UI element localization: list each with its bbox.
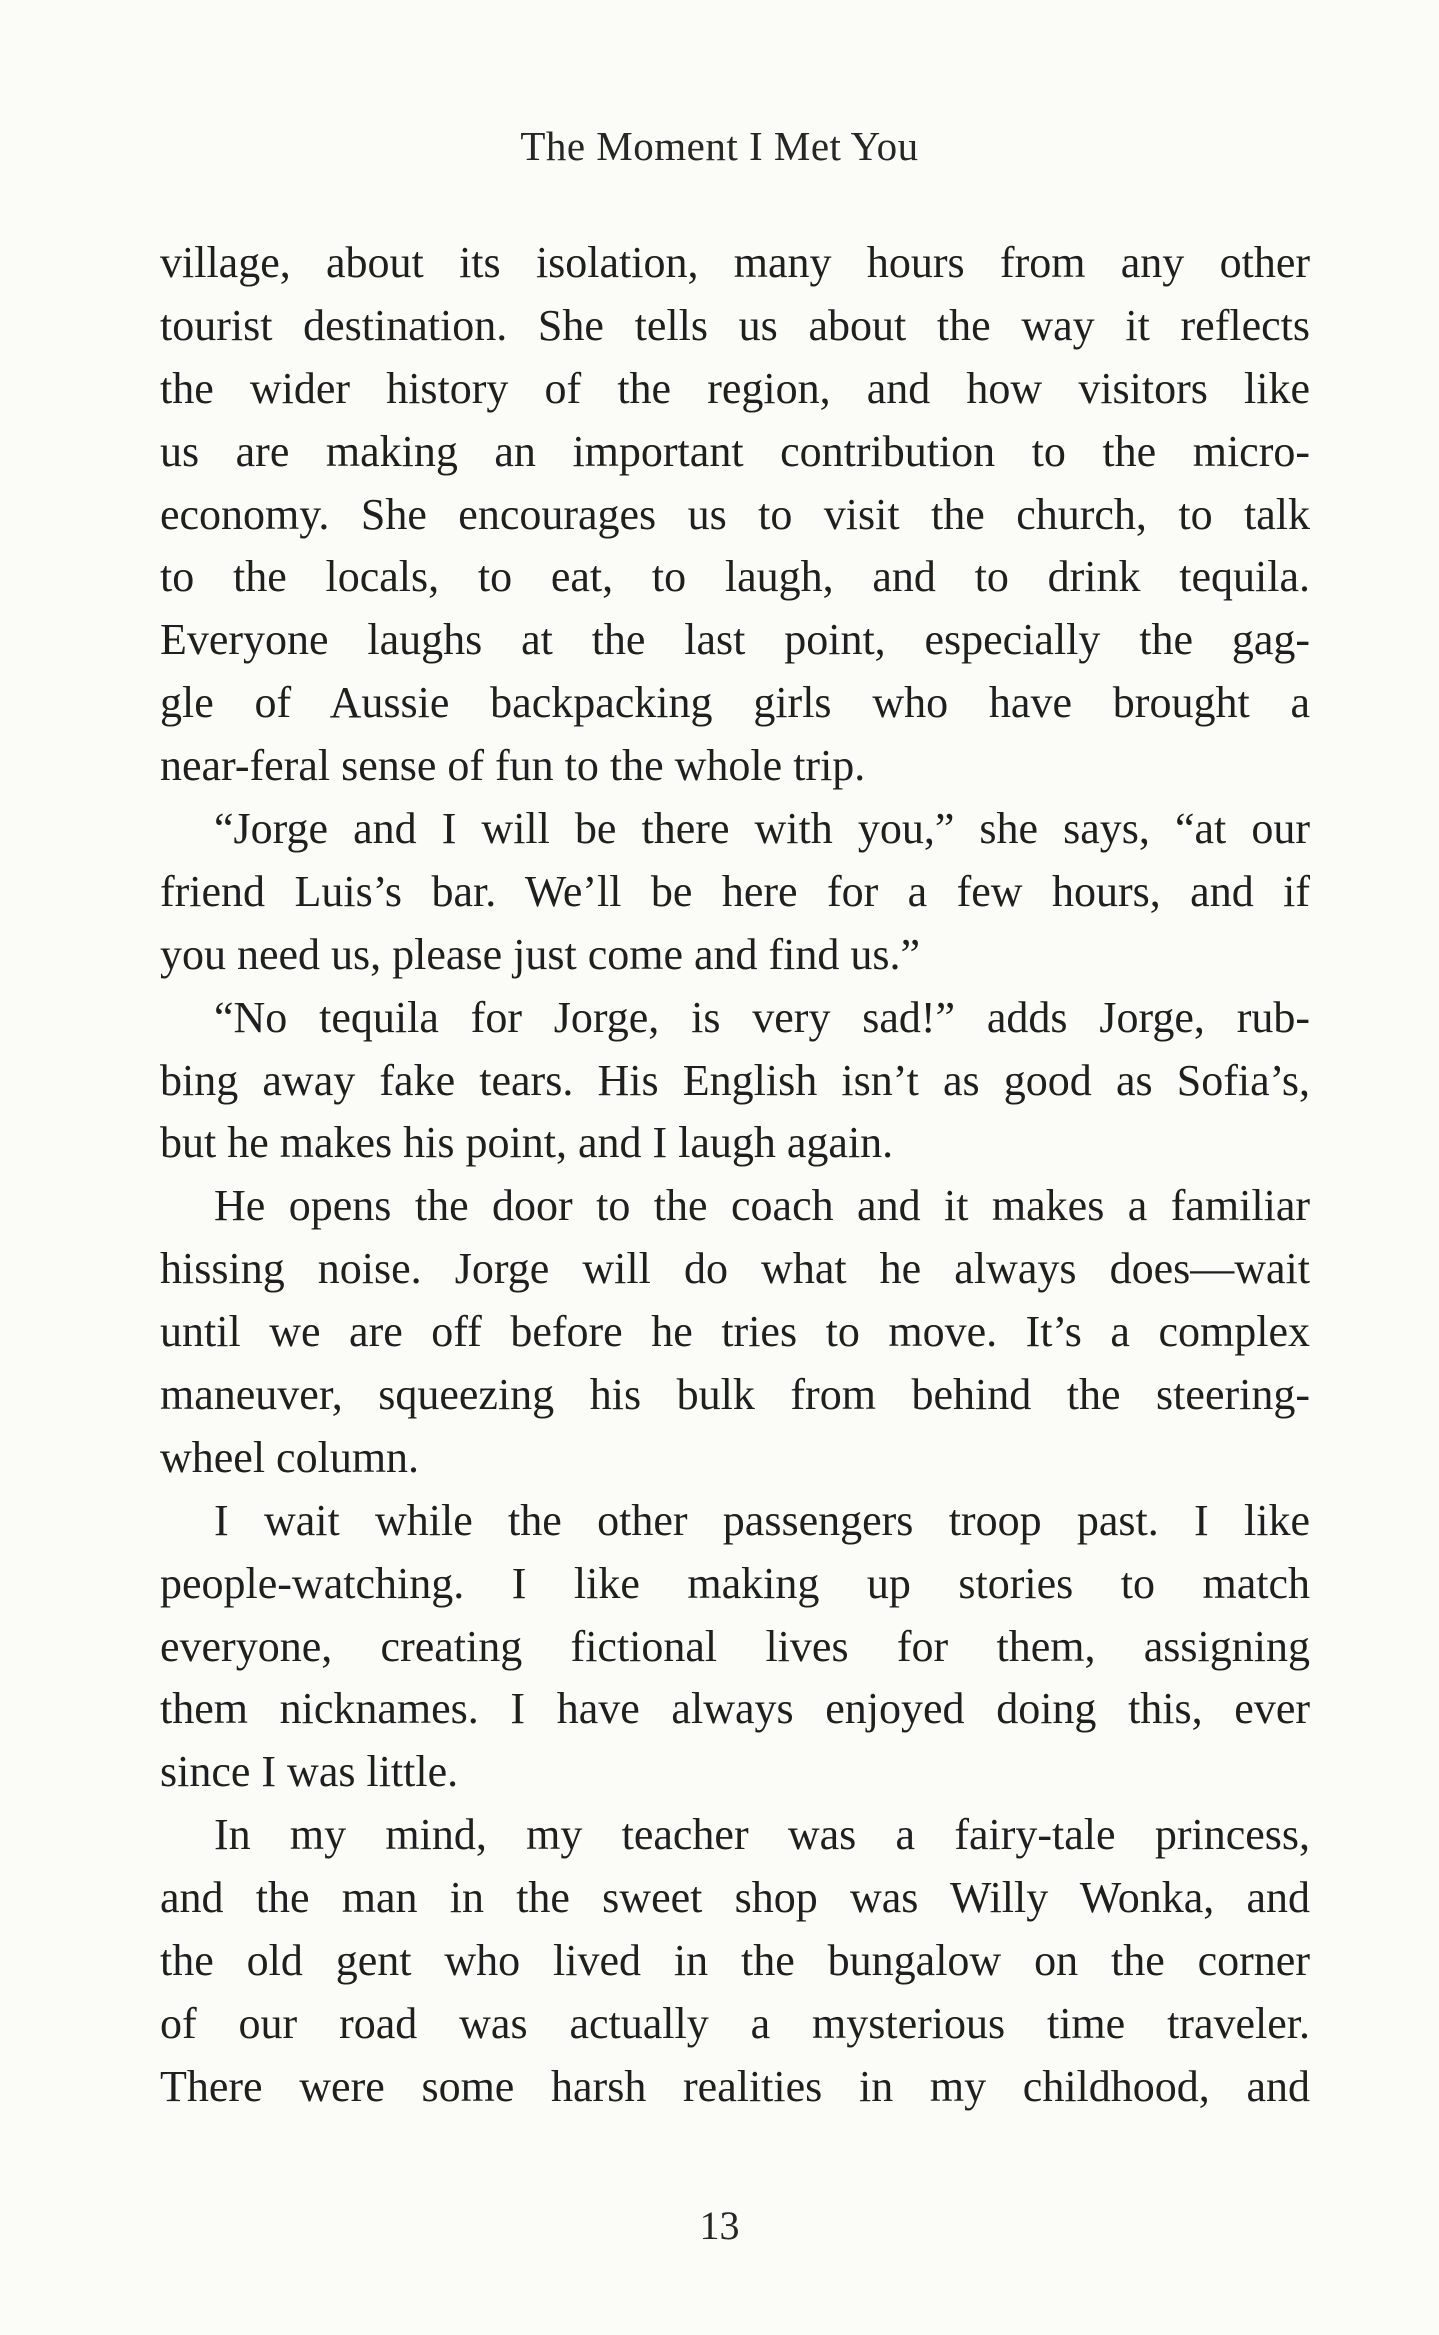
text-line	[160, 1616, 1310, 1679]
text-line	[160, 421, 1310, 484]
text-line	[160, 1050, 1310, 1113]
text-line-content: maneuver, squeezing his bulk from behind the steering-	[160, 1370, 1310, 1420]
text-line-content: us are making an important contribution to the micro-	[160, 426, 1310, 476]
text-line	[160, 1175, 1310, 1238]
text-line-content: everyone, creating fictional lives for them, assigning	[160, 1621, 1310, 1671]
text-line	[160, 546, 1310, 609]
text-line	[160, 358, 1310, 421]
text-line-content: In my mind, my teacher was a fairy-tale princess,	[214, 1810, 1310, 1860]
text-line	[160, 609, 1310, 672]
text-line-content: friend Luis’s bar. We’ll be here for a few hours, and if	[160, 866, 1310, 916]
text-line-content: to the locals, to eat, to laugh, and to drink tequila.	[160, 552, 1310, 602]
text-line	[160, 295, 1310, 358]
body-text	[160, 232, 1310, 2119]
text-line-content: He opens the door to the coach and it makes a familiar	[214, 1181, 1310, 1231]
text-line-content: them nicknames. I have always enjoyed doing this, ever	[160, 1684, 1310, 1734]
text-line	[160, 2056, 1310, 2119]
text-line	[160, 1112, 1310, 1175]
text-line	[160, 1930, 1310, 1993]
text-line	[160, 1804, 1310, 1867]
text-line	[160, 232, 1310, 295]
text-line	[160, 924, 1310, 987]
page-number: 13	[699, 2203, 740, 2248]
text-line-content: the wider history of the region, and how visitors like	[160, 363, 1310, 413]
text-line	[160, 1553, 1310, 1616]
text-line-content: and the man in the sweet shop was Willy Wonka, and	[160, 1873, 1310, 1923]
text-line-content: until we are off before he tries to move. It’s a complex	[160, 1307, 1310, 1357]
text-line	[160, 1993, 1310, 2056]
text-line	[160, 1427, 1310, 1490]
text-line	[160, 1301, 1310, 1364]
running-head: The Moment I Met You	[520, 123, 919, 169]
text-line	[160, 1867, 1310, 1930]
text-line-content: “No tequila for Jorge, is very sad!” adds Jorge, rub-	[214, 992, 1310, 1042]
text-line-content: There were some harsh realities in my childhood, and	[160, 2061, 1310, 2111]
text-line-content: wheel column.	[160, 1432, 420, 1482]
text-line	[160, 1741, 1310, 1804]
text-line-content: since I was little.	[160, 1747, 459, 1797]
text-line-content: of our road was actually a mysterious time traveler.	[160, 1998, 1310, 2048]
text-line-content: the old gent who lived in the bungalow on the corner	[160, 1936, 1310, 1986]
text-line-content: village, about its isolation, many hours from any other	[160, 238, 1310, 287]
text-line-content: gle of Aussie backpacking girls who have brought a	[160, 678, 1310, 728]
text-line-content: near-feral sense of fun to the whole trip.	[160, 741, 866, 791]
text-line	[160, 672, 1310, 735]
text-line-content: you need us, please just come and find us.”	[160, 929, 921, 979]
text-line-content: people-watching. I like making up stories to match	[160, 1558, 1310, 1608]
text-line-content: tourist destination. She tells us about the way it reflects	[160, 300, 1310, 350]
text-line	[160, 735, 1310, 798]
text-line	[160, 1678, 1310, 1741]
text-line	[160, 1490, 1310, 1553]
text-line	[160, 1238, 1310, 1301]
text-line	[160, 1364, 1310, 1427]
text-line	[160, 484, 1310, 547]
text-line-content: “Jorge and I will be there with you,” she says, “at our	[214, 804, 1310, 854]
text-line	[160, 861, 1310, 924]
text-line-content: Everyone laughs at the last point, especially the gag-	[160, 615, 1310, 665]
text-line	[160, 987, 1310, 1050]
text-line	[160, 798, 1310, 861]
text-line-content: but he makes his point, and I laugh again.	[160, 1118, 894, 1168]
text-line-content: bing away fake tears. His English isn’t as good as Sofia’s,	[160, 1055, 1310, 1105]
text-line-content: I wait while the other passengers troop past. I like	[214, 1495, 1310, 1545]
text-line-content: economy. She encourages us to visit the church, to talk	[160, 489, 1310, 539]
text-line-content: hissing noise. Jorge will do what he always does—wait	[160, 1244, 1310, 1294]
